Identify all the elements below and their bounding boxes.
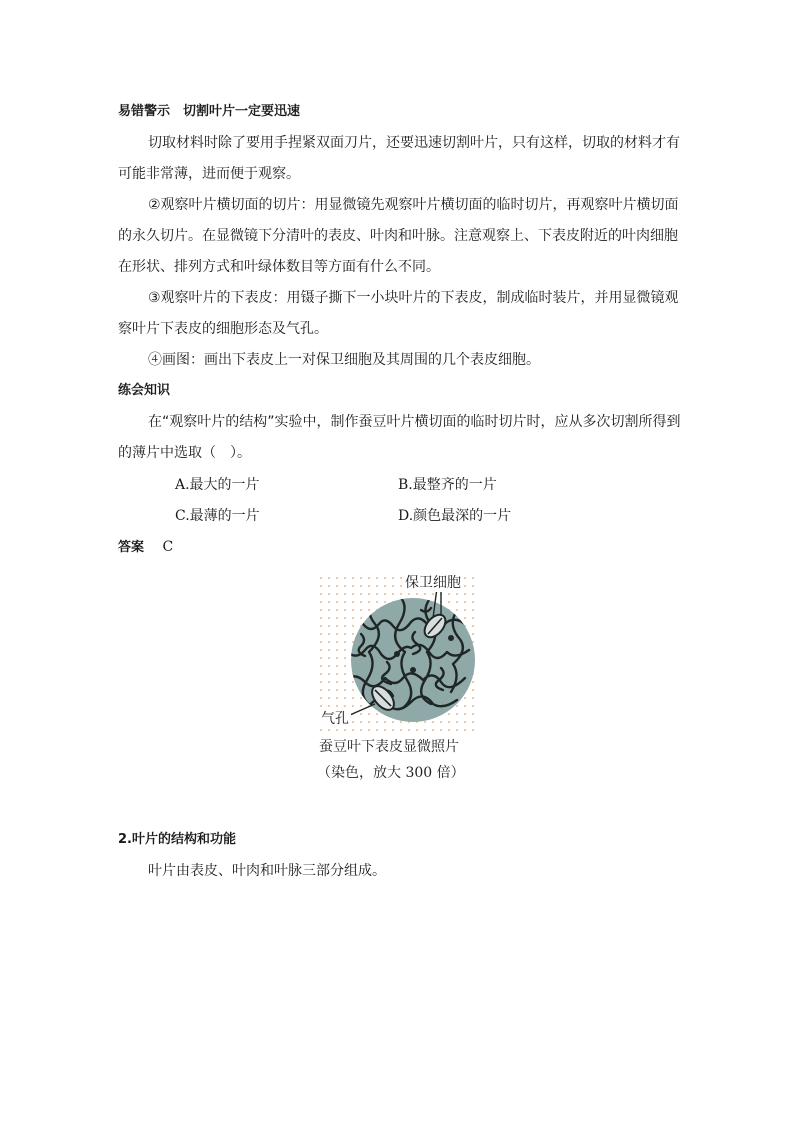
answer-value: C [162, 539, 174, 555]
answer-row [118, 537, 173, 558]
label-stoma: 气孔 [319, 708, 351, 728]
warning-paragraph-line-2: 可能非常薄，进而便于观察。 [118, 166, 300, 182]
figure-caption-line-2: （染色，放大 300 倍） [317, 765, 465, 781]
step3-line-1: ③观察叶片的下表皮：用镊子撕下一小块叶片的下表皮，制成临时装片，并用显微镜观 [148, 290, 679, 306]
option-c: C.最薄的一片 [175, 508, 260, 524]
question-line-1: 在“观察叶片的结构”实验中，制作蚕豆叶片横切面的临时切片时，应从多次切割所得到 [148, 414, 681, 430]
option-b: B.最整齐的一片 [398, 477, 497, 493]
practice-heading: 练会知识 [118, 383, 171, 398]
figure-caption-line-1: 蚕豆叶下表皮显微照片 [319, 739, 459, 755]
section2-heading: 2.叶片的结构和功能 [118, 832, 236, 847]
answer-label: 答案 [118, 540, 145, 555]
warning-paragraph-line-1: 切取材料时除了要用手捏紧双面刀片，还要迅速切割叶片，只有这样，切取的材料才有 [148, 135, 680, 151]
micrograph-figure [317, 574, 477, 784]
nucleus-dot [448, 635, 454, 641]
warning-heading: 易错警示 切割叶片一定要迅速 [118, 104, 301, 119]
step2-line-1: ②观察叶片横切面的切片：用显微镜先观察叶片横切面的临时切片，再观察叶片横切面 [148, 197, 679, 213]
step4-line: ④画图：画出下表皮上一对保卫细胞及其周围的几个表皮细胞。 [148, 352, 540, 368]
question-line-2: 的薄片中选取（ ）。 [118, 445, 251, 461]
section2-body: 叶片由表皮、叶肉和叶脉三部分组成。 [148, 863, 386, 879]
step2-line-3: 在形状、排列方式和叶绿体数目等方面有什么不同。 [118, 259, 440, 275]
step3-line-2: 察叶片下表皮的细胞形态及气孔。 [118, 321, 328, 337]
nucleus-dot [394, 651, 400, 657]
option-d: D.颜色最深的一片 [398, 508, 512, 524]
step2-line-2: 的永久切片。在显微镜下分清叶的表皮、叶肉和叶脉。注意观察上、下表皮附近的叶肉细胞 [118, 228, 678, 244]
nucleus-dot [410, 667, 416, 673]
option-a: A.最大的一片 [175, 477, 260, 493]
label-guard-cells: 保卫细胞 [403, 572, 463, 592]
